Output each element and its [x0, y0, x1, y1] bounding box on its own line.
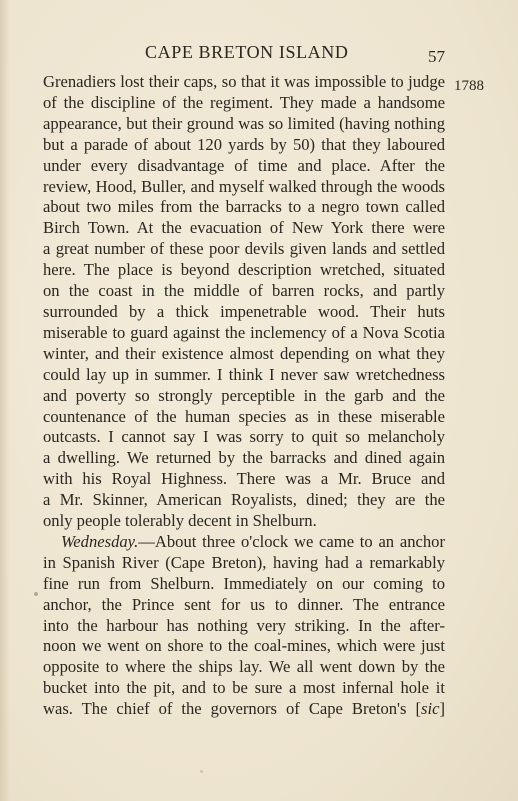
text-line: but a parade of about 120 yards by 50) that they laboured [43, 134, 445, 154]
page-gutter-shadow [0, 0, 10, 801]
body-text [43, 72, 445, 720]
text-line [43, 532, 445, 553]
text-line: in Spanish River (Cape Breton), having had a remarkably [43, 552, 445, 572]
text-line: under every disadvantage of time and place. After the [43, 155, 445, 175]
text-line: opposite to where the ships lay. We all went down by the [43, 657, 445, 677]
text-line: on the coast in the middle of barren rocks, and partly [43, 281, 445, 301]
text-line: review, Hood, Buller, and myself walked through the woods [43, 176, 445, 196]
paragraph-lines [43, 553, 445, 699]
text-line: noon we went on shore to the coal-mines, which were just [43, 636, 445, 656]
paper-speck [200, 770, 203, 773]
text-line: a great number of these poor devils given lands and settled [43, 239, 445, 259]
paragraph [43, 72, 445, 532]
text-line: could lay up in summer. I think I never saw wretchedness [43, 364, 445, 384]
sic-note: sic [421, 699, 440, 719]
day-heading: Wednesday. [61, 531, 139, 551]
page-header [0, 40, 518, 68]
text-span: —About three o'clock we came to an anchor [138, 531, 445, 551]
text-line: surrounded by a thick impenetrable wood. Their huts [43, 301, 445, 321]
text-line: a Mr. Skinner, American Royalists, dined; they are the [43, 490, 445, 510]
text-line: and poverty so strongly perceptible in the garb and the [43, 385, 445, 405]
text-line: outcasts. I cannot say I was sorry to quit so melancholy [43, 427, 445, 447]
paragraph [43, 532, 445, 720]
text-line: a dwelling. We returned by the barracks and dined again [43, 448, 445, 468]
text-line: here. The place is beyond description wretched, situated [43, 260, 445, 280]
text-line: about two miles from the barracks to a negro town called [43, 197, 445, 217]
paper-speck [34, 592, 38, 596]
text-span: ] [439, 699, 445, 719]
text-line: with his Royal Highness. There was a Mr. Bruce and [43, 469, 445, 489]
text-line: miserable to guard against the inclemency of a Nova Scotia [43, 322, 445, 342]
text-line: bucket into the pit, and to be sure a most infernal hole it [43, 678, 445, 698]
page-number: 57 [428, 47, 445, 66]
text-line: Grenadiers lost their caps, so that it was impossible to judge [43, 72, 445, 91]
text-line: winter, and their existence almost depending on what they [43, 343, 445, 363]
text-line [43, 699, 445, 720]
running-head: CAPE BRETON ISLAND [145, 42, 349, 62]
text-line: only people tolerably decent in Shelburn. [43, 511, 317, 531]
text-line: fine run from Shelburn. Immediately on our coming to [43, 573, 445, 593]
text-line: anchor, the Prince sent for us to dinner. The entrance [43, 594, 445, 614]
margin-year-note: 1788 [454, 78, 484, 94]
text-line: appearance, but their ground was so limited (having nothing [43, 113, 445, 133]
text-line: countenance of the human species as in these miserable [43, 406, 445, 426]
text-line: Birch Town. At the evacuation of New York there were [43, 218, 445, 238]
text-span: was. The chief of the governors of Cape Breton's [ [43, 699, 422, 719]
text-line: of the discipline of the regiment. They made a handsome [43, 92, 445, 112]
text-line: into the harbour has nothing very striking. In the after- [43, 615, 445, 635]
